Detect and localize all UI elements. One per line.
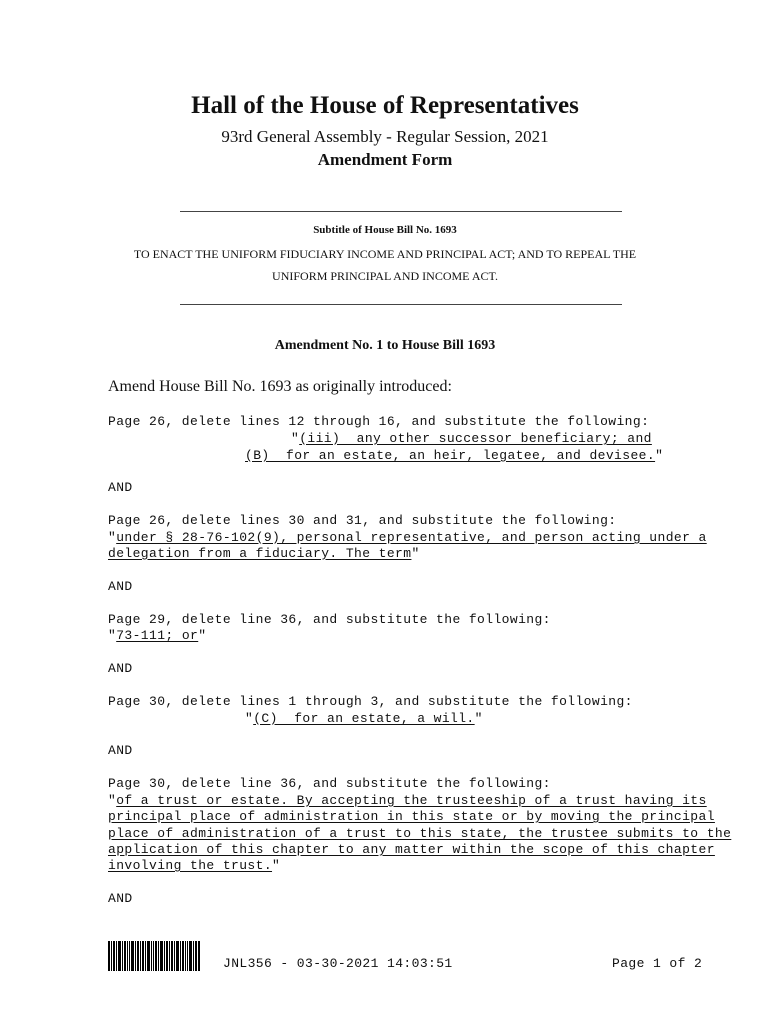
substitute-line: "(iii) any other successor beneficiary; and — [291, 431, 652, 446]
substitute-line: place of administration of a trust to this state, the trustee submits to the — [108, 826, 732, 841]
and-separator: AND — [108, 579, 133, 594]
instruction-5: Page 30, delete line 36, and substitute the following: — [108, 776, 551, 791]
and-separator: AND — [108, 661, 133, 676]
document-title: Hall of the House of Representatives — [191, 92, 579, 119]
substitute-line: "73-111; or" — [108, 628, 207, 643]
substitute-line: involving the trust." — [108, 858, 281, 873]
and-separator: AND — [108, 743, 133, 758]
intro-line: Amend House Bill No. 1693 as originally introduced: — [108, 378, 452, 395]
page-number: Page 1 of 2 — [612, 956, 703, 971]
subtitle-label: Subtitle of House Bill No. 1693 — [313, 224, 457, 236]
bottom-divider — [180, 304, 622, 305]
instruction-1: Page 26, delete lines 12 through 16, and substitute the following: — [108, 414, 650, 429]
and-separator: AND — [108, 891, 133, 906]
session-line: 93rd General Assembly - Regular Session, 2021 — [221, 127, 549, 146]
instruction-3: Page 29, delete line 36, and substitute the following: — [108, 612, 551, 627]
document-code: JNL356 - 03-30-2021 14:03:51 — [223, 956, 453, 971]
substitute-line: (B) for an estate, an heir, legatee, and devisee." — [245, 448, 664, 463]
substitute-line: delegation from a fiduciary. The term" — [108, 546, 420, 561]
substitute-line: "of a trust or estate. By accepting the trusteeship of a trust having its — [108, 793, 707, 808]
subtitle-line-1: TO ENACT THE UNIFORM FIDUCIARY INCOME AND PRINCIPAL ACT; AND TO REPEAL THE — [133, 247, 637, 261]
substitute-line: application of this chapter to any matter within the scope of this chapter — [108, 842, 715, 857]
subtitle-line-2: UNIFORM PRINCIPAL AND INCOME ACT. — [272, 269, 498, 283]
amendment-heading: Amendment No. 1 to House Bill 1693 — [274, 338, 496, 353]
top-divider — [180, 211, 622, 212]
substitute-line: "(C) for an estate, a will." — [245, 711, 483, 726]
form-name: Amendment Form — [317, 150, 453, 169]
instruction-2: Page 26, delete lines 30 and 31, and substitute the following: — [108, 513, 617, 528]
substitute-line: principal place of administration in this state or by moving the principal — [108, 809, 715, 824]
and-separator: AND — [108, 480, 133, 495]
substitute-line: "under § 28-76-102(9), personal representative, and person acting under a — [108, 530, 707, 545]
barcode-image — [108, 941, 200, 971]
instruction-4: Page 30, delete lines 1 through 3, and substitute the following: — [108, 694, 633, 709]
